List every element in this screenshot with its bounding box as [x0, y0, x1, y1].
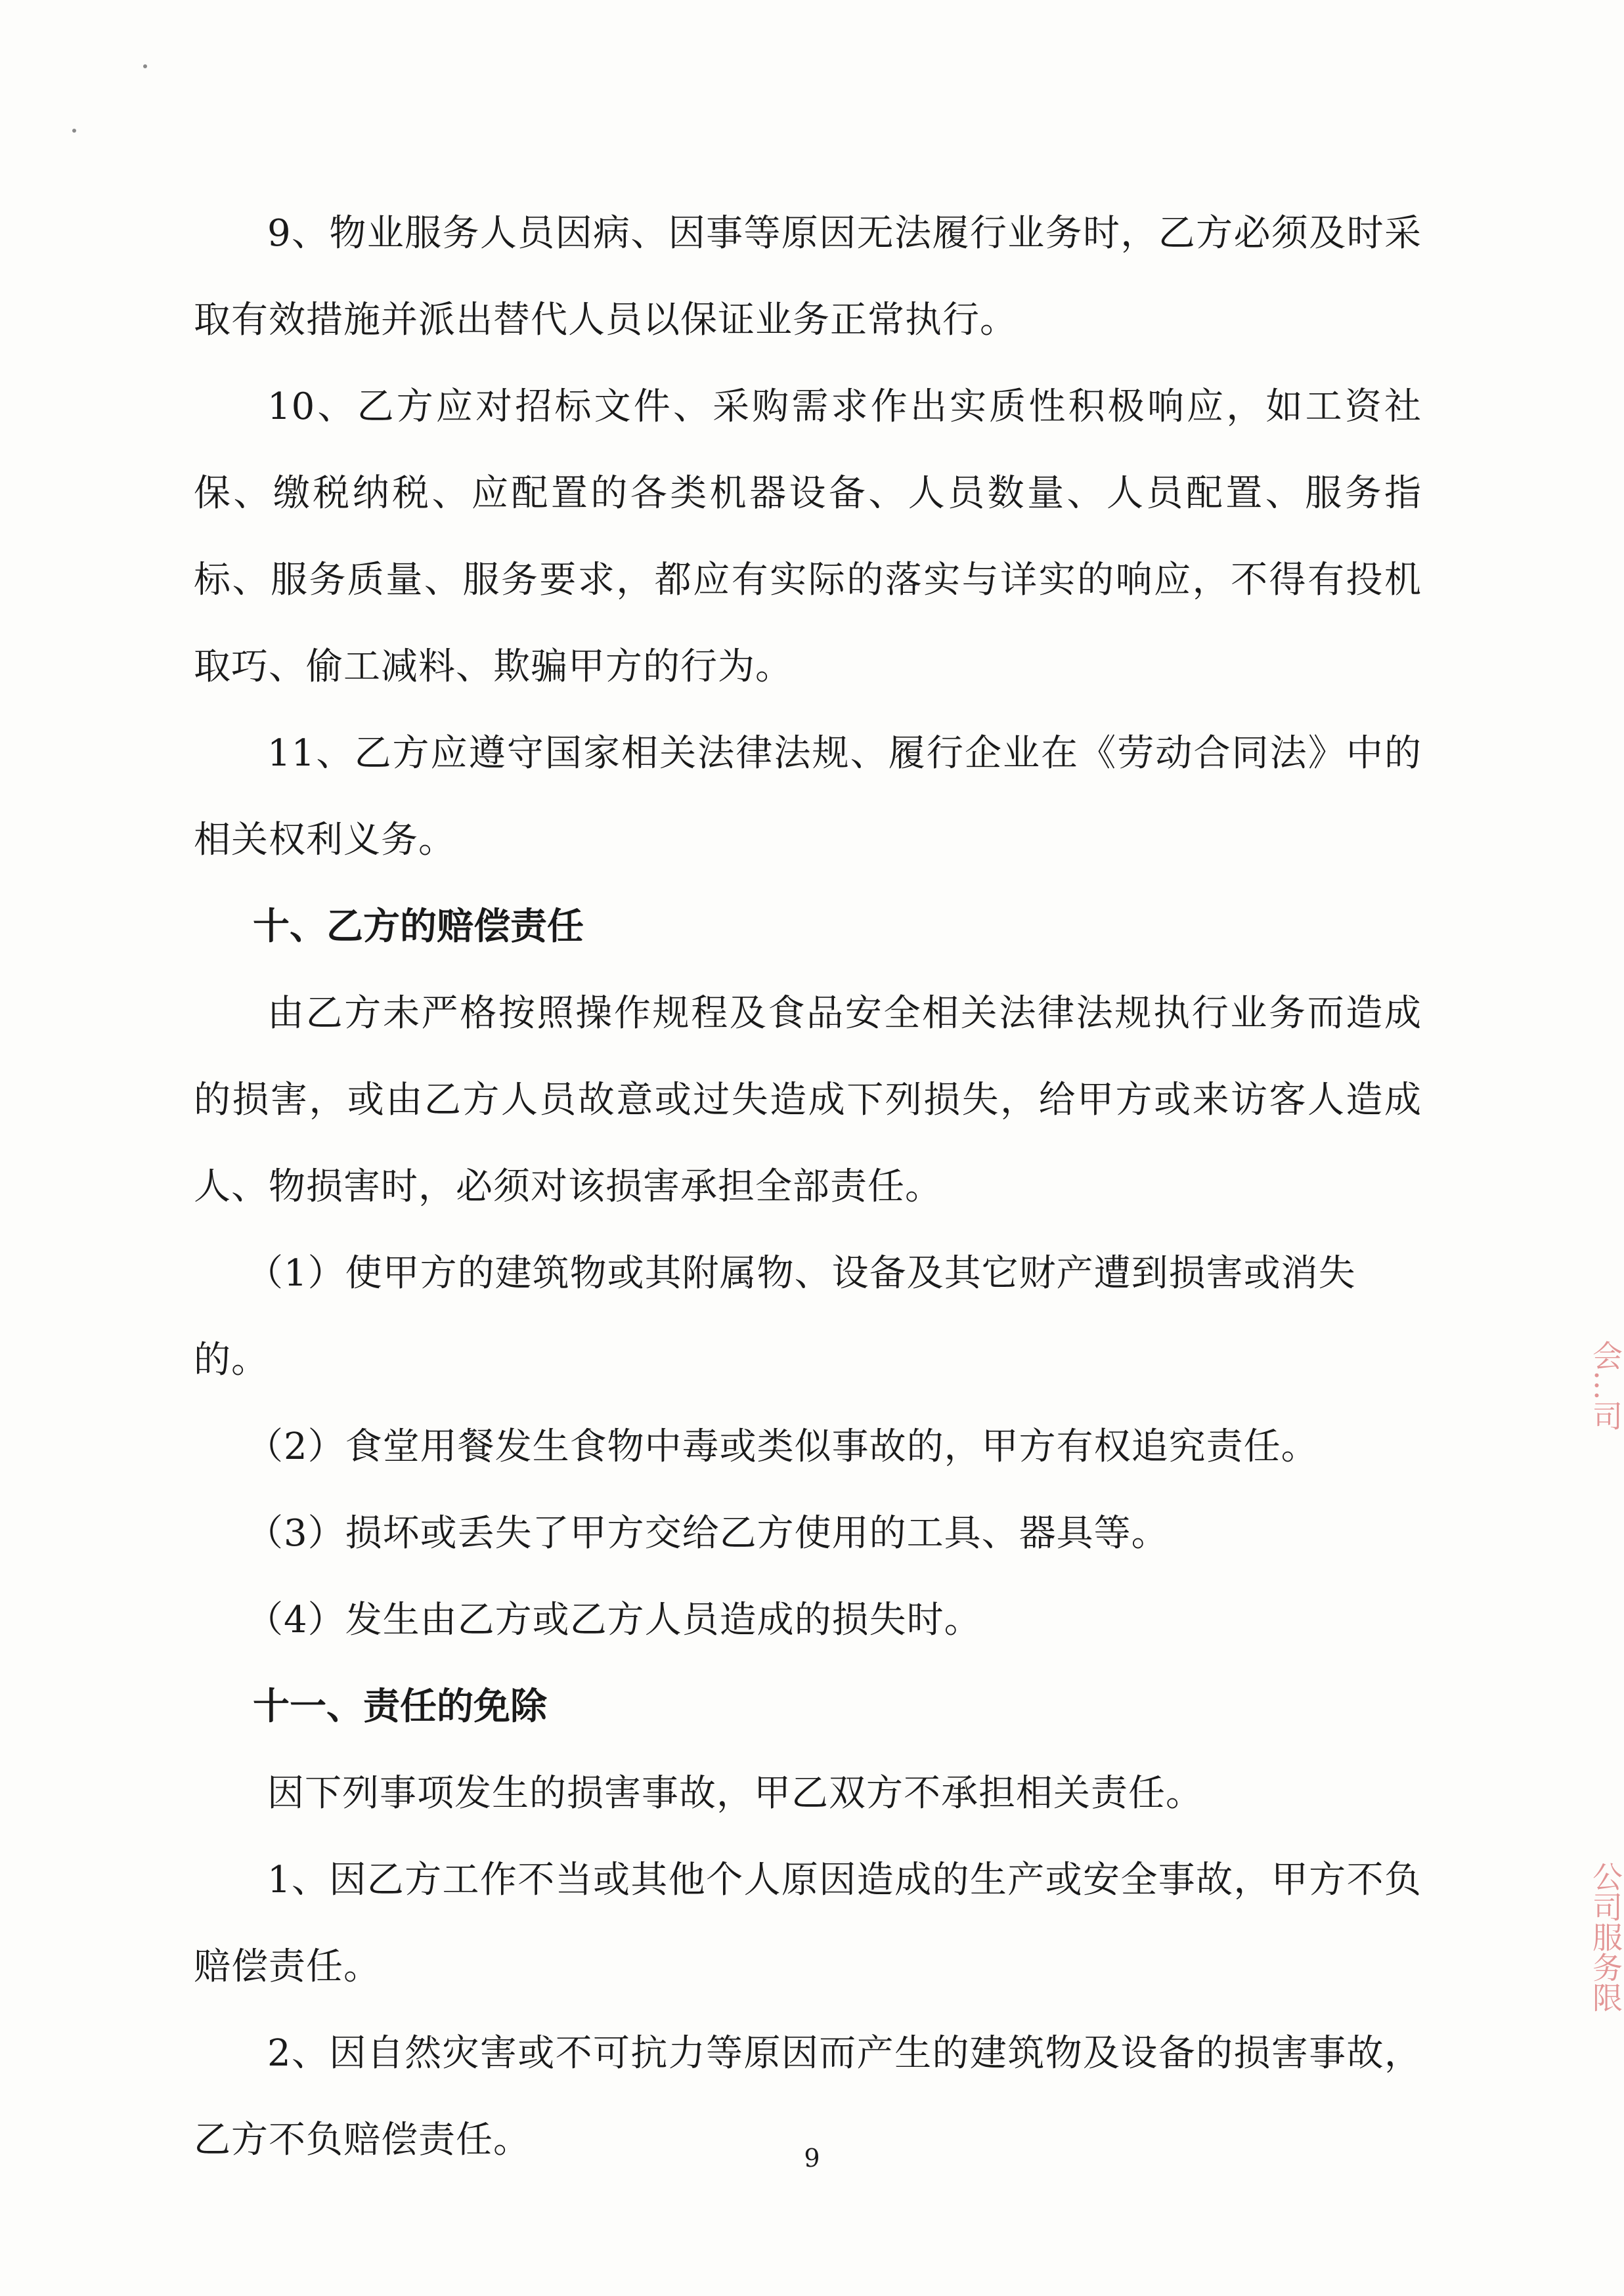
section-10-item-1: （1）使甲方的建筑物或其附属物、设备及其它财产遭到损害或消失的。: [194, 1252, 1356, 1381]
section-10-heading: 十、乙方的赔偿责任: [253, 905, 584, 948]
partial-seal-stamp: 会…司: [1588, 1340, 1623, 1431]
section-11-item-1: 1、因乙方工作不当或其他个人原因造成的生产或安全事故，甲方不负赔偿责任。: [194, 1859, 1422, 1988]
section-11-heading: 十一、责任的免除: [253, 1685, 547, 1728]
section-11-intro: 因下列事项发生的损害事故，甲乙双方不承担相关责任。: [267, 1772, 1203, 1815]
page-number: 9: [804, 2144, 820, 2173]
paragraph-9: 9、物业服务人员因病、因事等原因无法履行业务时，乙方必须及时采取有效措施并派出替代人员以保证业务正常执行。: [194, 212, 1422, 341]
partial-seal-stamp: 公司服务限: [1588, 1861, 1623, 2012]
paragraph-10: 10、乙方应对招标文件、采购需求作出实质性积极响应，如工资社保、缴税纳税、应配置的各类机器设备、人员数量、人员配置、服务指标、服务质量、服务要求，都应有实际的落实与详实的响应，不得有投机取巧、偷工减料、欺骗甲方的行为。: [194, 385, 1422, 688]
section-10-item-2: （2）食堂用餐发生食物中毒或类似事故的，甲方有权追究责任。: [246, 1425, 1319, 1468]
section-11-item-2: 2、因自然灾害或不可抗力等原因而产生的建筑物及设备的损害事故，乙方不负赔偿责任。: [194, 2032, 1422, 2161]
scan-speck: [143, 64, 147, 68]
section-10-item-4: （4）发生由乙方或乙方人员造成的损失时。: [246, 1599, 982, 1641]
document-body: [194, 190, 1422, 2184]
paragraph-11: 11、乙方应遵守国家相关法律法规、履行企业在《劳动合同法》中的相关权利义务。: [194, 732, 1422, 861]
section-10-intro: 由乙方未严格按照操作规程及食品安全相关法律法规执行业务而造成的损害，或由乙方人员故意或过失造成下列损失，给甲方或来访客人造成人、物损害时，必须对该损害承担全部责任。: [194, 992, 1422, 1208]
scan-speck: [72, 129, 76, 133]
section-10-item-3: （3）损坏或丢失了甲方交给乙方使用的工具、器具等。: [246, 1512, 1169, 1555]
